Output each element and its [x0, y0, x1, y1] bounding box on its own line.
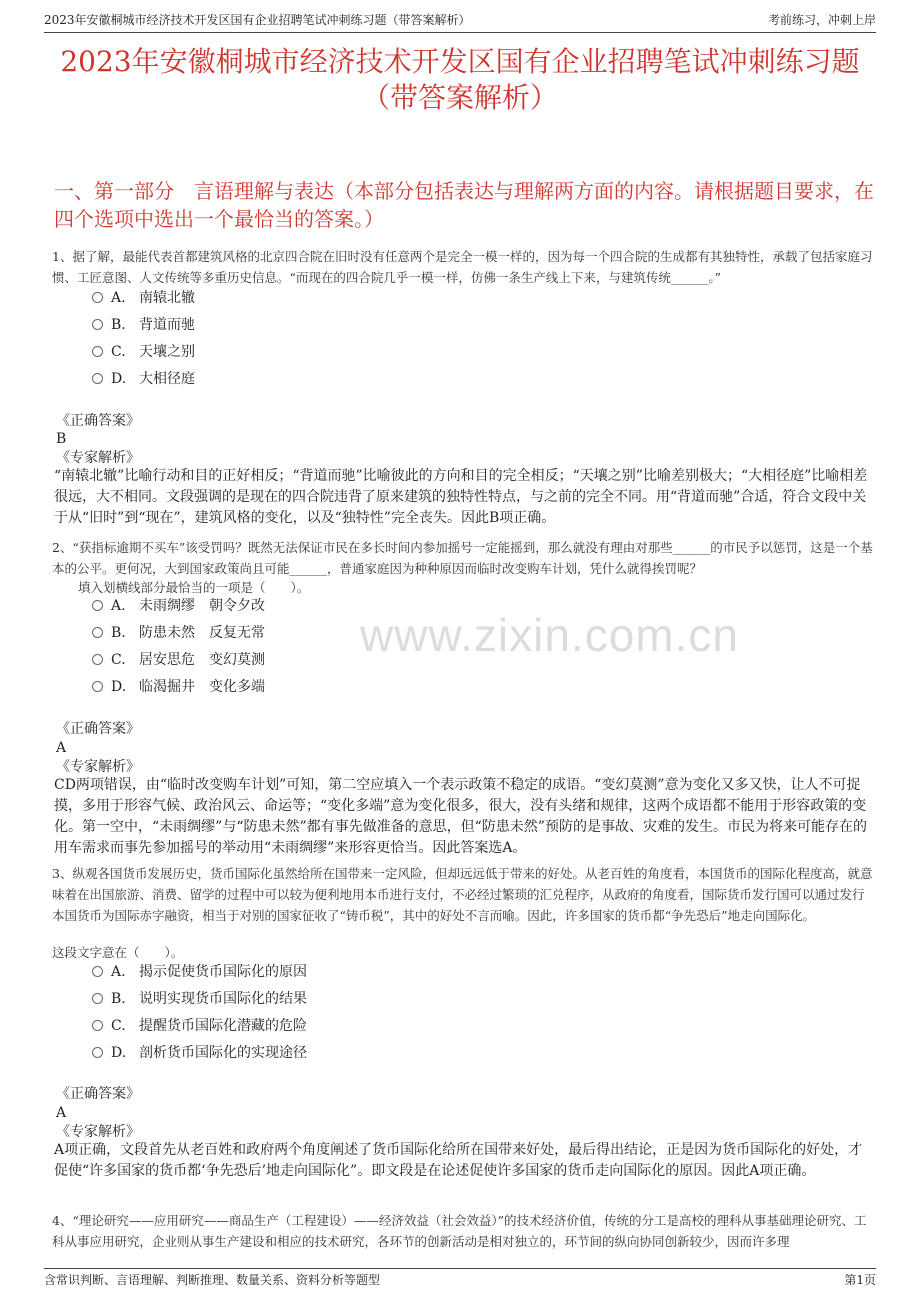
- page-header: [44, 10, 876, 33]
- question-3-stem: 3、纵观各国货币发展历史，货币国际化虽然给所在国带来一定风险，但却远远低于带来的好处。从老百姓的角度看，本国货币的国际化程度高，就意味着在出国旅游、消费、留学的过程中可以较为便利地用本币进行支付，不必经过繁琐的汇兑程序，从政府的角度看，国际货币发行国可以通过发行本国货币为国际赤字融资，相当于对别的国家征收了“铸币税”，其中的好处不言而喻。因此，许多国家的货币都“争先恐后”地走向国际化。: [52, 866, 873, 923]
- analysis-text: CD两项错误，由“临时改变购车计划”可知，第二空应填入一个表示政策不稳定的成语。“变幻莫测”意为变化又多又快，让人不可捉摸，多用于形容气候、政治风云、命运等；“变化多端”意为变化很多，很大，没有头绪和规律，这两个成语都不能用于形容政策的变化。第一空中，“未雨绸缪”与“防患未然”都有事先做准备的意思，但“防患未然”预防的是事故、灾难的发生。市民为将来可能存在的用车需求而事先参加摇号的举动用“未雨绸缪”来形容更恰当。因此答案选A。: [54, 777, 867, 856]
- option-d[interactable]: D. 剖析货币国际化的实现途径: [92, 1040, 307, 1067]
- question-2-options: [92, 593, 265, 701]
- option-a[interactable]: A. 未雨绸缪 朝令夕改: [92, 593, 265, 620]
- answer-label: 《正确答案》: [56, 413, 140, 429]
- option-a[interactable]: A. 揭示促使货币国际化的原因: [92, 959, 307, 986]
- option-c[interactable]: C. 提醒货币国际化潜藏的危险: [92, 1013, 307, 1040]
- question-3-options: [92, 959, 307, 1067]
- watermark-text: www.zixin.com.cn: [360, 609, 739, 661]
- radio-icon[interactable]: [92, 1020, 103, 1031]
- answer-value: B: [56, 431, 67, 447]
- page-number: 第1页: [844, 1273, 876, 1287]
- question-2-stem: 2、“获指标逾期不买车”该受罚吗？既然无法保证市民在多长时间内参加摇号一定能摇到，那么就没有理由对那些______的市民予以惩罚，这是一个基本的公平。更何况，大到国家政策尚且可能______，普通家庭因为种种原因而临时改变购车计划，凭什么就得挨罚呢？: [52, 540, 873, 576]
- radio-icon[interactable]: [92, 346, 103, 357]
- option-d[interactable]: D. 大相径庭: [92, 366, 195, 393]
- option-d[interactable]: D. 临渴掘井 变化多端: [92, 674, 265, 701]
- page-title: 2023年安徽桐城市经济技术开发区国有企业招聘笔试冲刺练习题（带答案解析）: [60, 45, 860, 114]
- answer-value: A: [56, 740, 67, 756]
- radio-icon[interactable]: [92, 681, 103, 692]
- radio-icon[interactable]: [92, 627, 103, 638]
- header-slogan: 考前练习，冲刺上岸: [767, 13, 876, 27]
- radio-icon[interactable]: [92, 654, 103, 665]
- radio-icon[interactable]: [92, 319, 103, 330]
- radio-icon[interactable]: [92, 993, 103, 1004]
- answer-label: 《正确答案》: [56, 721, 140, 737]
- analysis-label: 《专家解析》: [56, 1124, 140, 1140]
- question-4-stem: 4、“理论研究——应用研究——商品生产（工程建设）——经济效益（社会效益）”的技术经济价值，传统的分工是高校的理科从事基础理论研究、工科从事应用研究，企业则从事生产建设和相应的技术研究，各环节的创新活动是相对独立的，环节间的纵向协同创新较少，因而许多理: [52, 1213, 867, 1249]
- option-b[interactable]: B. 防患未然 反复无常: [92, 620, 265, 647]
- analysis-text: A项正确，文段首先从老百姓和政府两个角度阐述了货币国际化给所在国带来好处，最后得出结论，正是因为货币国际化的好处，才促使“许多国家的货币都‘争先恐后’地走向国际化”。即文段是在论述促使许多国家的货币走向国际化的原因。因此A项正确。: [54, 1142, 863, 1179]
- option-b[interactable]: B. 背道而驰: [92, 312, 195, 339]
- question-1-stem: 1、据了解，最能代表首都建筑风格的北京四合院在旧时没有任意两个是完全一模一样的，因为每一个四合院的生成都有其独特性，承载了包括家庭习惯、工匠意图、人文传统等多重历史信息。“而现在的四合院几乎一模一样，仿佛一条生产线上下来，与建筑传统______。”: [52, 249, 873, 285]
- analysis-label: 《专家解析》: [56, 759, 140, 775]
- question-3-prompt: 这段文字意在（ ）。: [52, 945, 184, 960]
- option-a[interactable]: A. 南辕北辙: [92, 285, 195, 312]
- radio-icon[interactable]: [92, 966, 103, 977]
- header-doc-title: 2023年安徽桐城市经济技术开发区国有企业招聘笔试冲刺练习题（带答案解析）: [44, 13, 471, 27]
- option-b[interactable]: B. 说明实现货币国际化的结果: [92, 986, 307, 1013]
- option-c[interactable]: C. 居安思危 变幻莫测: [92, 647, 265, 674]
- answer-label: 《正确答案》: [56, 1086, 140, 1102]
- page-footer: [44, 1268, 876, 1293]
- analysis-label: 《专家解析》: [56, 450, 140, 466]
- radio-icon[interactable]: [92, 600, 103, 611]
- analysis-text: “南辕北辙”比喻行动和目的正好相反；“背道而驰”比喻彼此的方向和目的完全相反；“天壤之别”比喻差别极大；“大相径庭”比喻相差很远，大不相同。文段强调的是现在的四合院违背了原来建筑的独特性特点，与之前的完全不同。用“背道而驰”合适，符合文段中关于从“旧时”到“现在”，建筑风格的变化，以及“独特性”完全丧失。因此B项正确。: [54, 468, 868, 526]
- radio-icon[interactable]: [92, 1047, 103, 1058]
- option-c[interactable]: C. 天壤之别: [92, 339, 195, 366]
- question-2-prompt: 填入划横线部分最恰当的一项是（ ）。: [78, 580, 310, 595]
- radio-icon[interactable]: [92, 292, 103, 303]
- question-1-options: [92, 285, 195, 393]
- radio-icon[interactable]: [92, 373, 103, 384]
- footer-note: 含常识判断、言语理解、判断推理、数量关系、资料分析等题型: [44, 1273, 381, 1287]
- answer-value: A: [56, 1105, 67, 1121]
- section-heading: 一、第一部分 言语理解与表达（本部分包括表达与理解两方面的内容。请根据题目要求，在四个选项中选出一个最恰当的答案。）: [54, 179, 874, 231]
